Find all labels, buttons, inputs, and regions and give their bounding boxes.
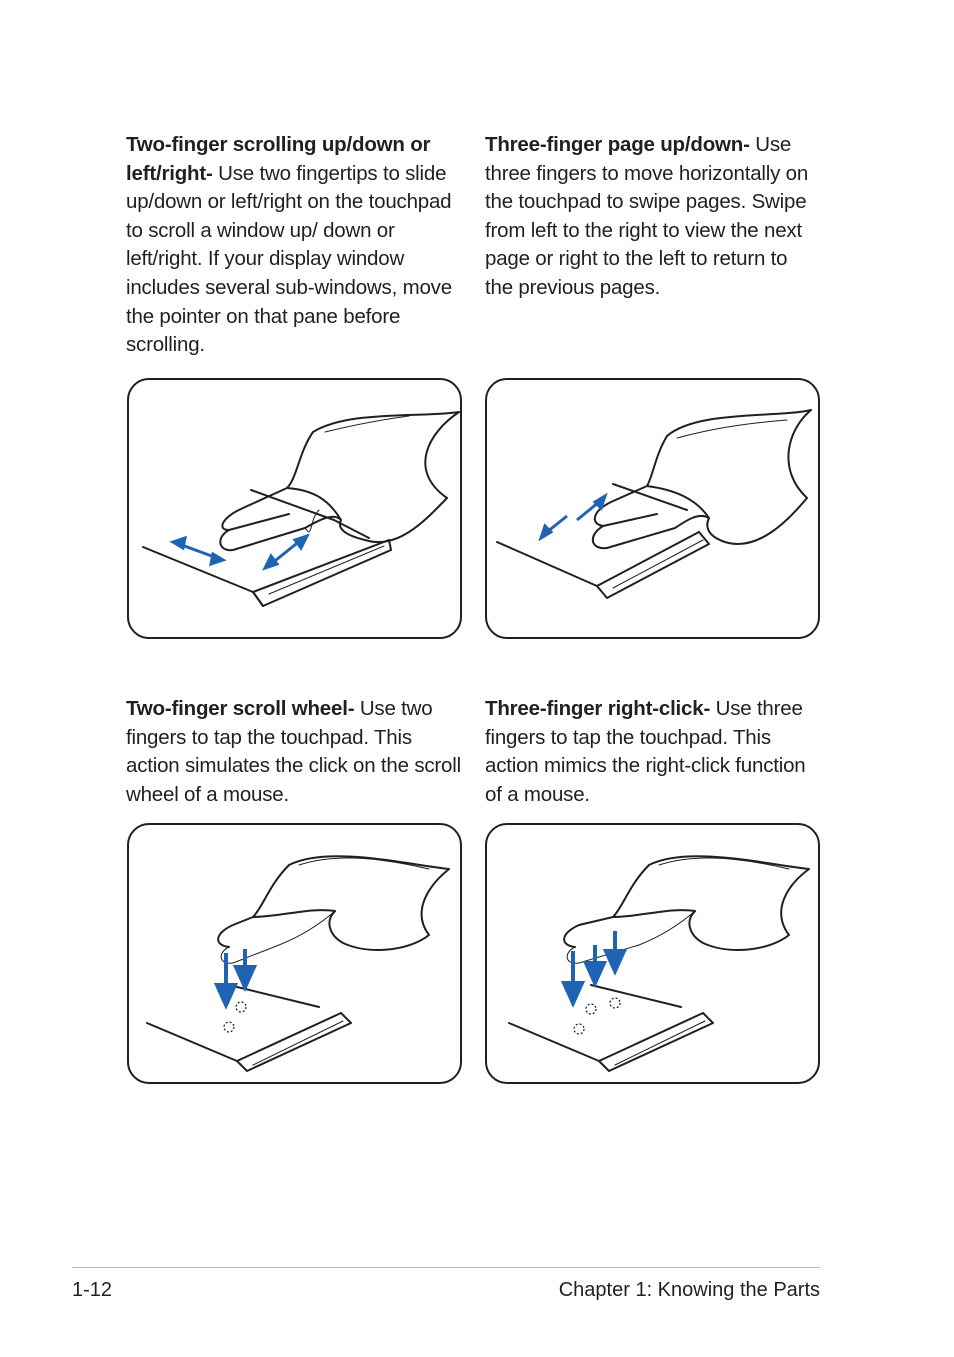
three-finger-tap-figure [485, 823, 820, 1084]
two-finger-tap-figure [127, 823, 462, 1084]
page-swipe-heading: Three-finger page up/down- [485, 133, 750, 156]
scroll-heading: Two-finger scrolling up/down or left/right- [126, 133, 431, 185]
right-click-description [485, 695, 820, 809]
three-finger-swipe-figure [485, 378, 820, 639]
footer-divider [72, 1267, 820, 1268]
page-swipe-body: Use three fingers to move horizontally on the touchpad to swipe pages. Swipe from left to the right to view the next page or right to the left to return to the previous pages. [485, 133, 809, 299]
scroll-body: Use two fingertips to slide up/down or left/right on the touchpad to scroll a window up/ down or left/right. If your display window includes several sub-windows, move the pointer on that pane before scrolling. [126, 161, 452, 357]
two-finger-scroll-figure [127, 378, 462, 639]
right-click-body: Use three fingers to tap the touchpad. This action mimics the right-click function of a mouse. [485, 697, 806, 806]
scroll-description [126, 131, 461, 360]
two-finger-scroll-illustration-icon [129, 380, 462, 639]
scroll-wheel-heading: Two-finger scroll wheel- [126, 697, 355, 720]
page-number: 1-12 [72, 1279, 113, 1301]
right-click-heading: Three-finger right-click- [485, 697, 711, 720]
three-finger-swipe-illustration-icon [487, 380, 820, 639]
page-swipe-description [485, 131, 820, 303]
chapter-title: Chapter 1: Knowing the Parts [558, 1279, 820, 1301]
scroll-wheel-description [126, 695, 461, 809]
scroll-wheel-body: Use two fingers to tap the touchpad. This action simulates the click on the scroll wheel of a mouse. [126, 697, 461, 806]
two-finger-tap-illustration-icon [129, 825, 462, 1084]
three-finger-tap-illustration-icon [487, 825, 820, 1084]
